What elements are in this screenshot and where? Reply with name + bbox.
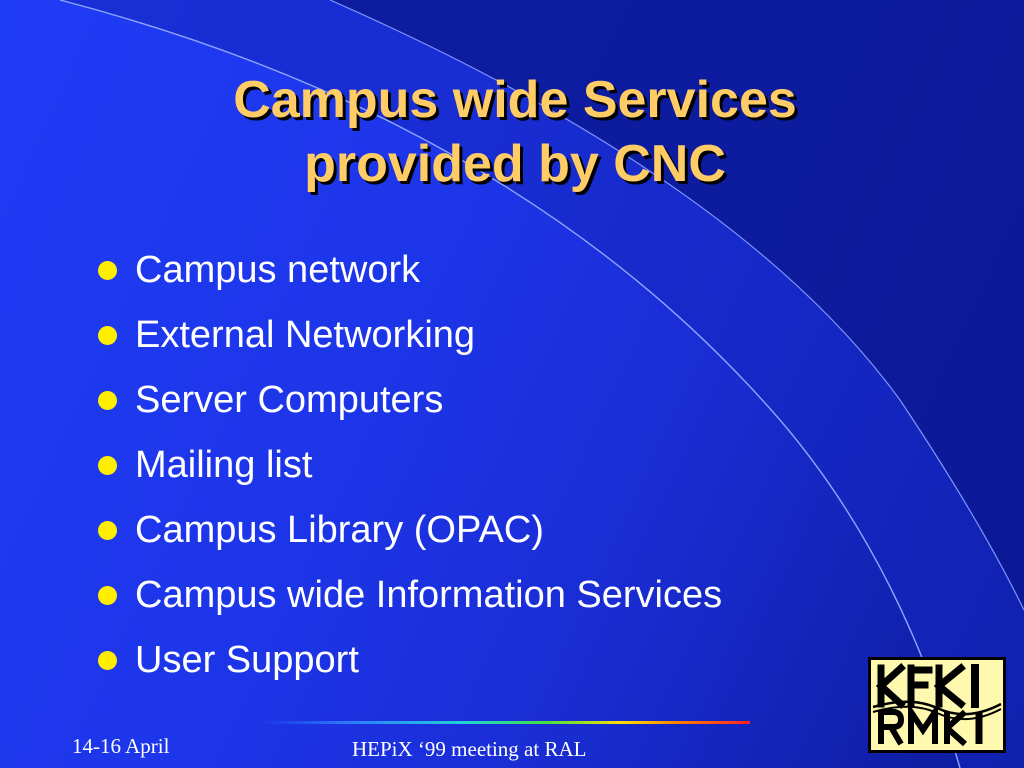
bullet-text: Campus wide Information Services <box>135 574 723 616</box>
bullet-text: Server Computers <box>135 379 444 421</box>
bullet-text: Campus Library (OPAC) <box>135 509 544 551</box>
bullet-item-server-computers <box>98 368 722 433</box>
bullet-item-user-support <box>98 628 722 693</box>
footer-event: HEPiX ‘99 meeting at RAL <box>352 737 587 761</box>
bullet-dot-icon <box>98 456 117 475</box>
slide-title-line-2: provided by CNC <box>304 135 726 193</box>
bullet-item-campus-library <box>98 498 722 563</box>
bullet-list <box>98 238 722 693</box>
bullet-item-campus-network <box>98 238 722 303</box>
bullet-item-external-networking <box>98 303 722 368</box>
slide-title-line-1: Campus wide Services <box>233 71 797 129</box>
kfki-rmki-logo <box>868 657 1006 753</box>
bullet-dot-icon <box>98 326 117 345</box>
footer-rainbow-rule <box>262 721 750 724</box>
bullet-item-information-services <box>98 563 722 628</box>
bullet-dot-icon <box>98 586 117 605</box>
bullet-text: User Support <box>135 639 359 681</box>
logo-artwork <box>871 660 1003 750</box>
bullet-dot-icon <box>98 391 117 410</box>
bullet-dot-icon <box>98 521 117 540</box>
bullet-text: Campus network <box>135 249 421 291</box>
bullet-dot-icon <box>98 261 117 280</box>
bullet-dot-icon <box>98 651 117 670</box>
footer-date: 14-16 April <box>72 734 170 758</box>
slide-title <box>90 68 940 196</box>
bullet-item-mailing-list <box>98 433 722 498</box>
bullet-text: Mailing list <box>135 444 313 486</box>
bullet-text: External Networking <box>135 314 476 356</box>
